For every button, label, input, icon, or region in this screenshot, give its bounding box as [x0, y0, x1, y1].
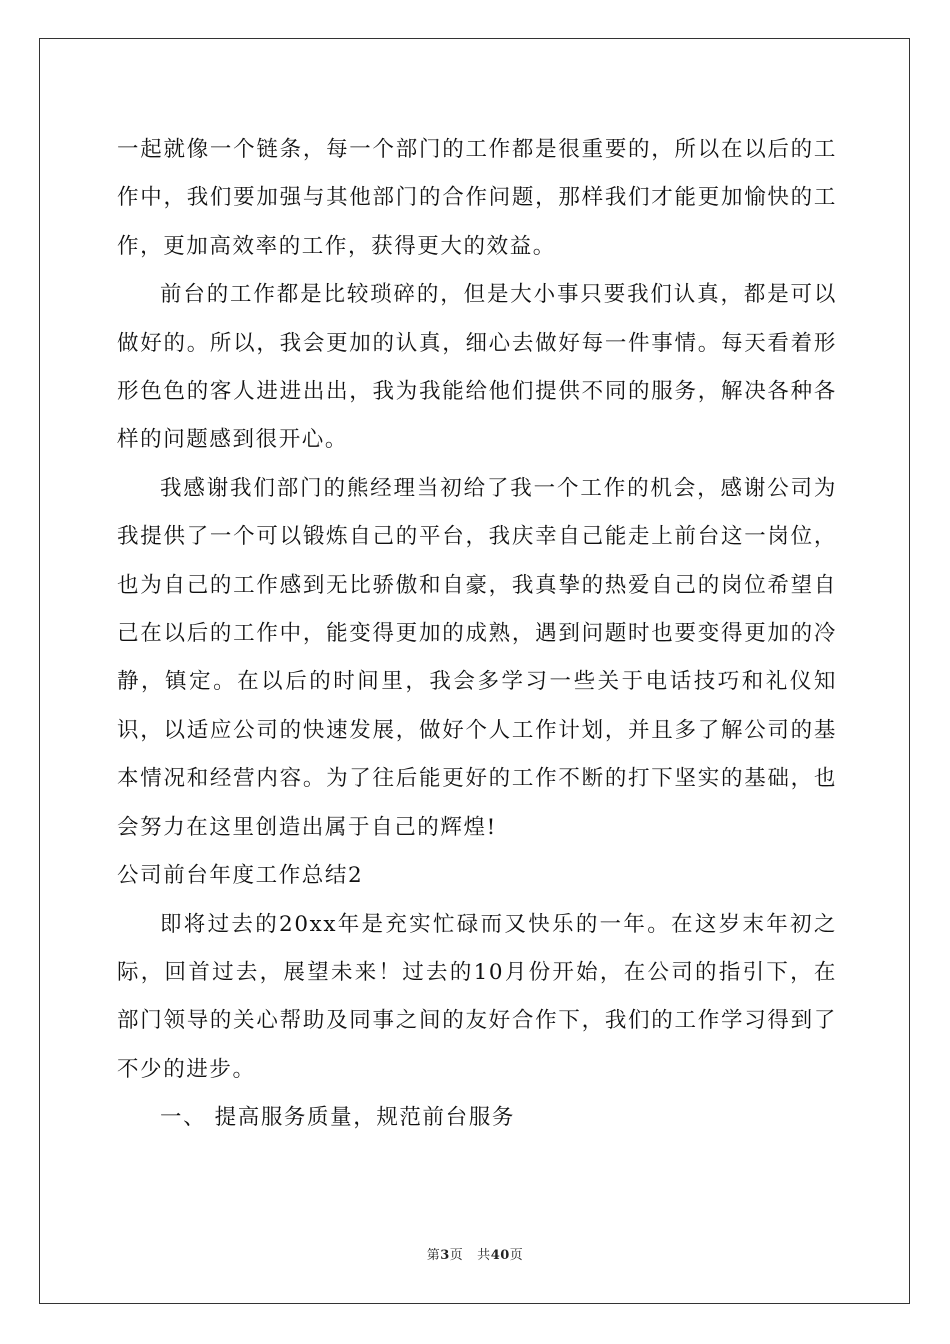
paragraph-3: 我感谢我们部门的熊经理当初给了我一个工作的机会，感谢公司为我提供了一个可以锻炼自己的平台，我庆幸自己能走上前台这一岗位，也为自己的工作感到无比骄傲和自豪，我真挚的热爱自己的岗位希望自己在以后的工作中，能变得更加的成熟，遇到问题时也要变得更加的冷静，镇定。在以后的时间里，我会多学习一些关于电话技巧和礼仪知识，以适应公司的快速发展，做好个人工作计划，并且多了解公司的基本情况和经营内容。为了往后能更好的工作不断的打下坚实的基础，也会努力在这里创造出属于自己的辉煌!	[117, 475, 837, 840]
total-suffix: 页	[509, 1248, 524, 1263]
paragraph-5: 一、 提高服务质量，规范前台服务	[160, 1105, 515, 1131]
page-footer	[0, 1244, 950, 1263]
total-prefix: 共	[477, 1248, 491, 1263]
paragraph-1: 一起就像一个链条，每一个部门的工作都是很重要的，所以在以后的工作中，我们要加强与其他部门的合作问题，那样我们才能更加愉快的工作，更加高效率的工作，获得更大的效益。	[117, 137, 837, 259]
page-suffix: 页	[449, 1248, 464, 1263]
page-prefix: 第	[426, 1248, 441, 1263]
section-title: 公司前台年度工作总结2	[117, 863, 364, 889]
page-total: 40	[490, 1248, 510, 1263]
paragraph-2: 前台的工作都是比较琐碎的，但是大小事只要我们认真，都是可以做好的。所以，我会更加的认真，细心去做好每一件事情。每天看着形形色色的客人进进出出，我为我能给他们提供不同的服务，解决各种各样的问题感到很开心。	[117, 282, 837, 453]
document-body	[117, 126, 837, 1143]
page-current: 3	[440, 1248, 450, 1263]
paragraph-4: 即将过去的20xx年是充实忙碌而又快乐的一年。在这岁末年初之际，回首过去，展望未来！过去的10月份开始，在公司的指引下，在部门领导的关心帮助及同事之间的友好合作下，我们的工作学习得到了不少的进步。	[117, 911, 837, 1082]
